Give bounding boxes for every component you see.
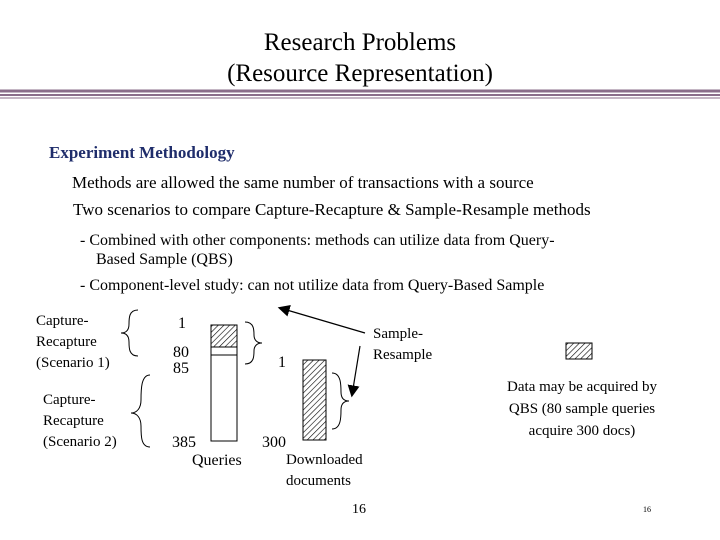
- value-80: 80: [173, 344, 189, 361]
- sub-bullet-combined: - Combined with other components: methods can utilize data from Query-: [80, 232, 555, 249]
- page-number: 16: [352, 502, 366, 517]
- downloaded-docs-line2: documents: [286, 473, 351, 489]
- sub-bullet-component: - Component-level study: can not utilize data from Query-Based Sample: [80, 277, 545, 294]
- sub-bullet-combined-cont: Based Sample (QBS): [96, 251, 233, 268]
- arrow-to-column: [280, 308, 365, 333]
- value-385: 385: [172, 434, 196, 451]
- scenario2-label-line3: (Scenario 2): [43, 434, 117, 450]
- downloaded-docs-line1: Downloaded: [286, 452, 363, 468]
- bullet-same-transactions: Methods are allowed the same number of transactions with a source: [72, 173, 534, 192]
- value-1-top: 1: [178, 315, 186, 332]
- legend-text-line1: Data may be acquired by: [507, 379, 657, 395]
- scenario2-label-line2: Recapture: [43, 413, 104, 429]
- slide-title-line1: Research Problems: [263, 29, 457, 56]
- scenario1-label-line1: Capture-: [36, 313, 89, 329]
- legend-swatch: [566, 343, 592, 359]
- section-heading: Experiment Methodology: [49, 143, 235, 162]
- bullet-two-scenarios: Two scenarios to compare Capture-Recapture & Sample-Resample methods: [73, 200, 591, 219]
- value-1-mid: 1: [278, 354, 286, 371]
- legend-text-line3: acquire 300 docs): [528, 423, 636, 439]
- docs-right-brace: [332, 373, 349, 429]
- sample-resample-line2: Resample: [373, 347, 433, 363]
- slide-title-line2: (Resource Representation): [227, 60, 493, 87]
- sample-resample-line1: Sample-: [373, 326, 423, 342]
- scenario2-label-line1: Capture-: [43, 392, 96, 408]
- queries-label: Queries: [192, 452, 242, 469]
- scenario1-brace: [121, 310, 138, 356]
- scenario1-label-line3: (Scenario 1): [36, 355, 110, 371]
- value-85: 85: [173, 360, 189, 377]
- legend-text-line2: QBS (80 sample queries: [508, 401, 656, 417]
- column-right-brace: [245, 322, 262, 364]
- scenario2-brace: [131, 375, 150, 447]
- page-number-small: 16: [643, 505, 651, 514]
- value-300: 300: [262, 434, 286, 451]
- query-column-hatched: [211, 325, 237, 347]
- arrow-to-docs: [352, 346, 360, 395]
- downloaded-docs-box: [303, 360, 326, 440]
- scenario1-label-line2: Recapture: [36, 334, 97, 350]
